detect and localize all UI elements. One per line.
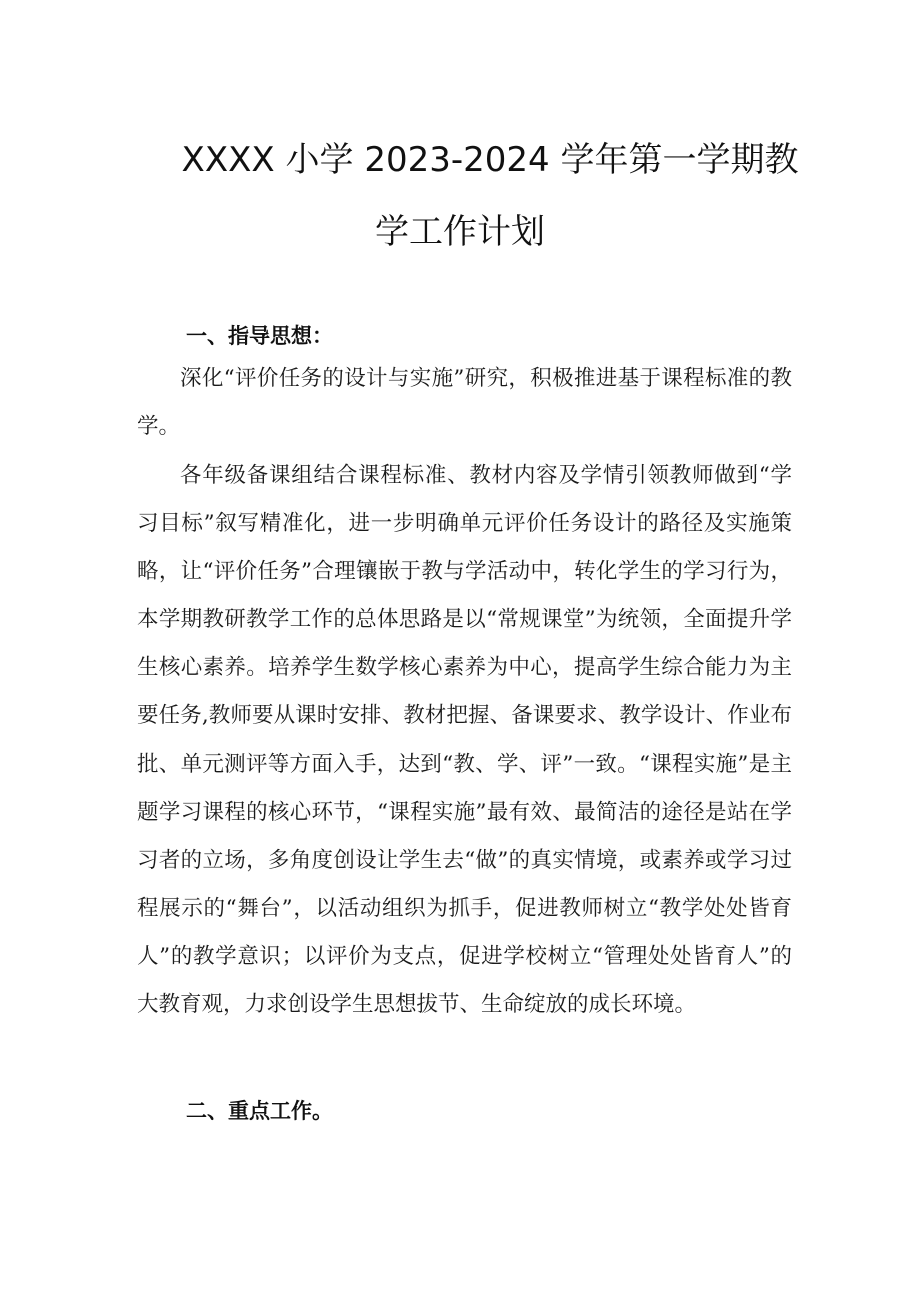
section-heading-key-work: 二、重点工作。 — [186, 1099, 333, 1123]
document-title-line-2: 学工作计划 — [375, 212, 545, 252]
paragraph-1: 深化“评价任务的设计与实施”研究，积极推进基于课程标准的教学。 — [137, 366, 792, 440]
document-title-line-1: XXXX 小学 2023-2024 学年第一学期教 — [181, 140, 799, 180]
paragraph-2: 各年级备课组结合课程标准、教材内容及学情引领教师做到“学习目标”叙写精准化，进一步明确单元评价任务设计的路径及实施策略，让“评价任务”合理镶嵌于教与学活动中，转化学生的学习行为，本学期教研教学工作的总体思路是以“常规课堂”为统领，全面提升学生核心素养。培养学生数学核心素养为中心，提高学生综合能力为主要任务,教师要从课时安排、教材把握、备课要求、教学设计、作业布批、单元测评等方面入手，达到“教、学、评”一致。“课程实施”是主题学习课程的核心环节，“课程实施”最有效、最简洁的途径是站在学习者的立场，多角度创设让学生去“做”的真实情境，或素养或学习过程展示的“舞台”，以活动组织为抓手，促进教师树立“教学处处皆育人”的教学意识；以评价为支点，促进学校树立“管理处处皆育人”的大教育观，力求创设学生思想拔节、生命绽放的成长环境。 — [137, 463, 792, 1018]
section-heading-guiding-thought: 一、指导思想： — [186, 324, 333, 348]
